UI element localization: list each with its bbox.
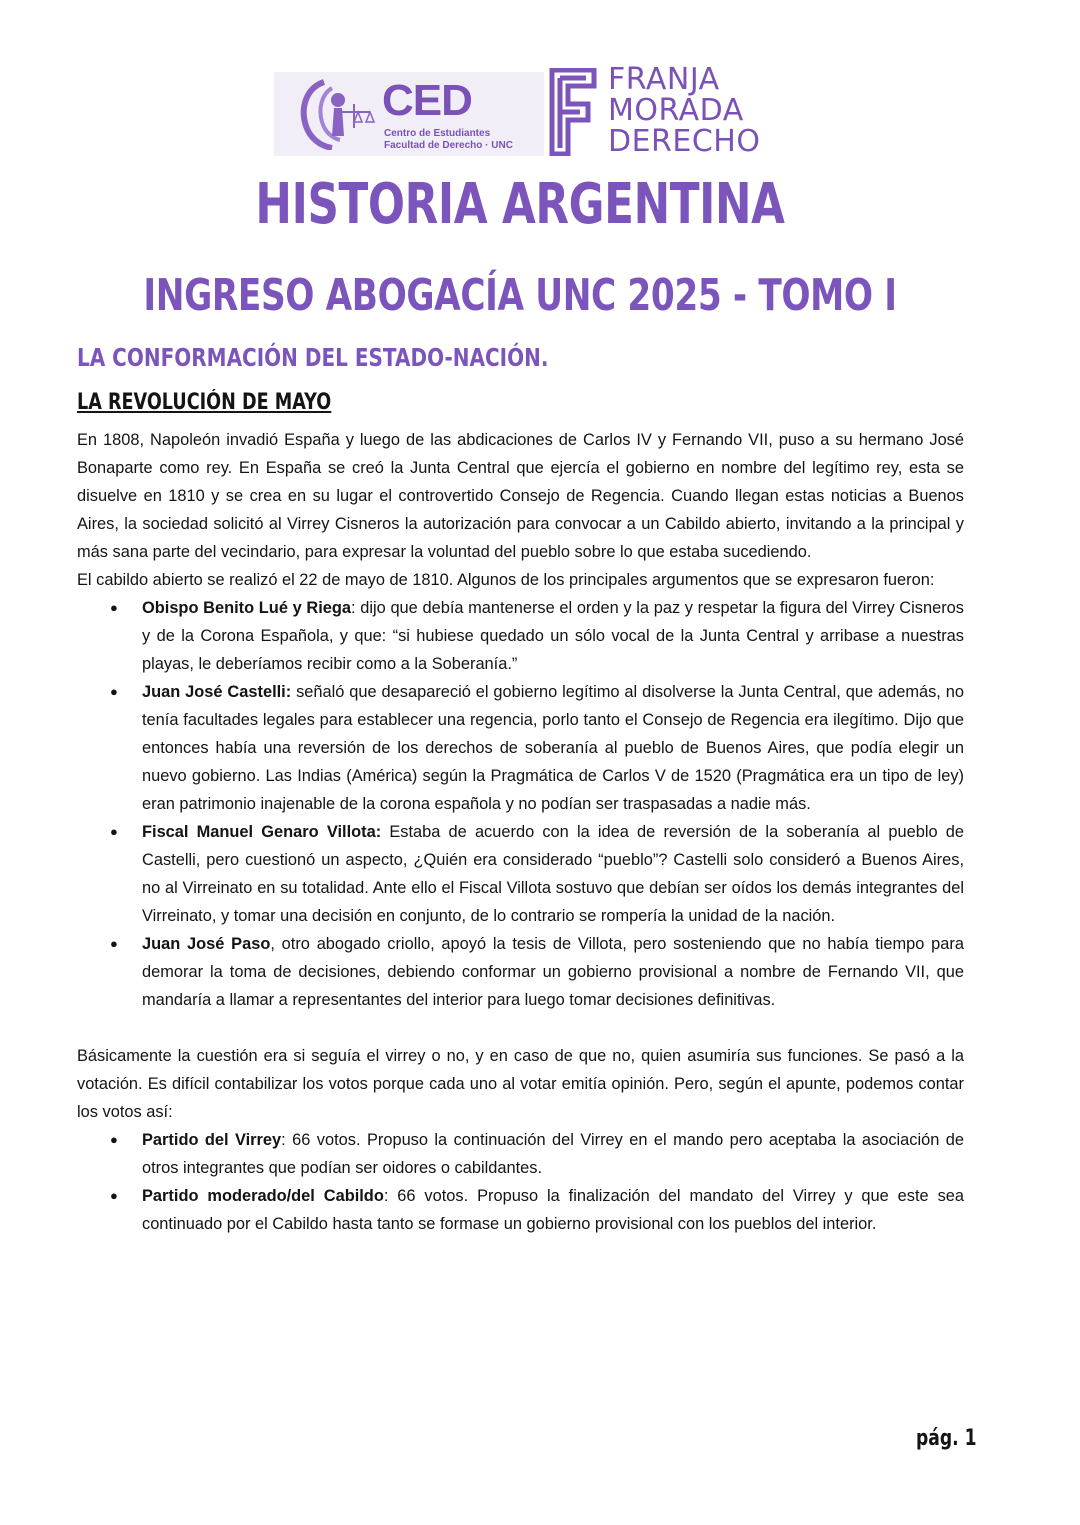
franja-morada-f-icon [548,68,598,156]
list-item [142,818,964,930]
subsection-title: LA REVOLUCIÓN DE MAYO [77,390,332,415]
page-number: pág. 1 [916,1426,977,1451]
list-item [142,930,964,1014]
section-title: LA CONFORMACIÓN DEL ESTADO-NACIÓN. [77,343,549,372]
argument-speaker: Fiscal Manuel Genaro Villota: [142,823,382,841]
list-item [142,594,964,678]
argument-text: , otro abogado criollo, apoyó la tesis de Villota, pero sosteniendo que no había tiempo para demorar la toma de decisiones, debiendo conformar un gobierno provisional a nombre de Fernando VII, que mandaría a llamar a representantes del interior para luego tomar decisiones definitivas. [142,935,964,1009]
document-title: HISTORIA ARGENTINA [255,172,785,237]
party-text: : 66 votos. Propuso la finalización del mandato del Virrey y que este sea continuado por el Cabildo hasta tanto se formase un gobierno provisional con los pueblos del interior. [142,1187,964,1233]
fm-logo-line2: MORADA [608,93,744,128]
list-item [142,678,964,818]
franja-morada-logo-text [608,64,760,157]
party-name: Partido del Virrey [142,1131,282,1149]
ced-logo-subtitle-line2: Facultad de Derecho · UNC [384,140,513,151]
document-body [77,426,964,1238]
list-item [142,1182,964,1238]
ced-logo-title: CED [382,76,472,125]
document-subtitle: INGRESO ABOGACÍA UNC 2025 - TOMO I [143,270,897,321]
fm-logo-line1: FRANJA [608,62,720,97]
ced-logo [274,72,544,156]
ced-logo-subtitle-line1: Centro de Estudiantes [384,128,491,139]
argument-text: señaló que desapareció el gobierno legítimo al disolverse la Junta Central, que además, no tenía facultades legales para establecer una regencia, porlo tanto el Consejo de Regencia era ilegítimo. Dijo que entonces había una reversión de los derechos de soberanía al pueblo de Buenos Aires, que podía elegir un nuevo gobierno. Las Indias (América) según la Pragmática de Carlos V de 1520 (Pragmática era un tipo de ley) eran patrimonio inajenable de la corona española y no podían ser traspasadas a nadie más. [142,683,964,813]
argument-speaker: Obispo Benito Lué y Riega [142,599,352,617]
vote-paragraph: Básicamente la cuestión era si seguía el virrey o no, y en caso de que no, quien asumiría sus funciones. Se pasó a la votación. Es difícil contabilizar los votos porque cada uno al votar emitía opinión. Pero, según el apunte, podemos contar los votos así: [77,1047,964,1121]
cabildo-paragraph: El cabildo abierto se realizó el 22 de mayo de 1810. Algunos de los principales argumentos que se expresaron fueron: [77,571,935,589]
list-item [142,1126,964,1182]
spacer [77,1014,964,1042]
justice-emblem-icon [294,78,378,150]
argument-speaker: Juan José Paso [142,935,271,953]
party-name: Partido moderado/del Cabildo [142,1187,384,1205]
arguments-list [77,594,964,1014]
intro-paragraph: En 1808, Napoleón invadió España y luego de las abdicaciones de Carlos IV y Fernando VII, puso a su hermano José Bonaparte como rey. En España se creó la Junta Central que ejercía el gobierno en nombre del legítimo rey, esta se disuelve en 1810 y se crea en su lugar el controvertido Consejo de Regencia. Cuando llegan estas noticias a Buenos Aires, la sociedad solicitó al Virrey Cisneros la autorización para convocar a un Cabildo abierto, invitando a la principal y más sana parte del vecindario, para expresar la voluntad del pueblo sobre lo que estaba sucediendo. [77,431,964,561]
fm-logo-line3: DERECHO [608,124,761,159]
ced-logo-subtitle [384,128,513,152]
argument-text: : dijo que debía mantenerse el orden y la paz y respetar la figura del Virrey Cisneros y de la Corona Española, y que: “si hubiese quedado un sólo vocal de la Junta Central y arribase a nuestras playas, le deberíamos recibir como a la Soberanía.” [142,599,964,673]
header-logos [274,62,774,159]
parties-list [77,1126,964,1238]
argument-speaker: Juan José Castelli: [142,683,292,701]
party-text: : 66 votos. Propuso la continuación del Virrey en el mando pero aceptaba la asociación de otros integrantes que podían ser oidores o cabildantes. [142,1131,964,1177]
argument-text: Estaba de acuerdo con la idea de reversión de la soberanía al pueblo de Castelli, pero cuestionó un aspecto, ¿Quién era considerado “pueblo”? Castelli solo consideró a Buenos Aires, no al Virreinato en su totalidad. Ante ello el Fiscal Villota sostuvo que debían ser oídos los demás integrantes del Virreinato, y tomar una decisión en conjunto, de lo contrario se rompería la unidad de la nación. [142,823,964,925]
